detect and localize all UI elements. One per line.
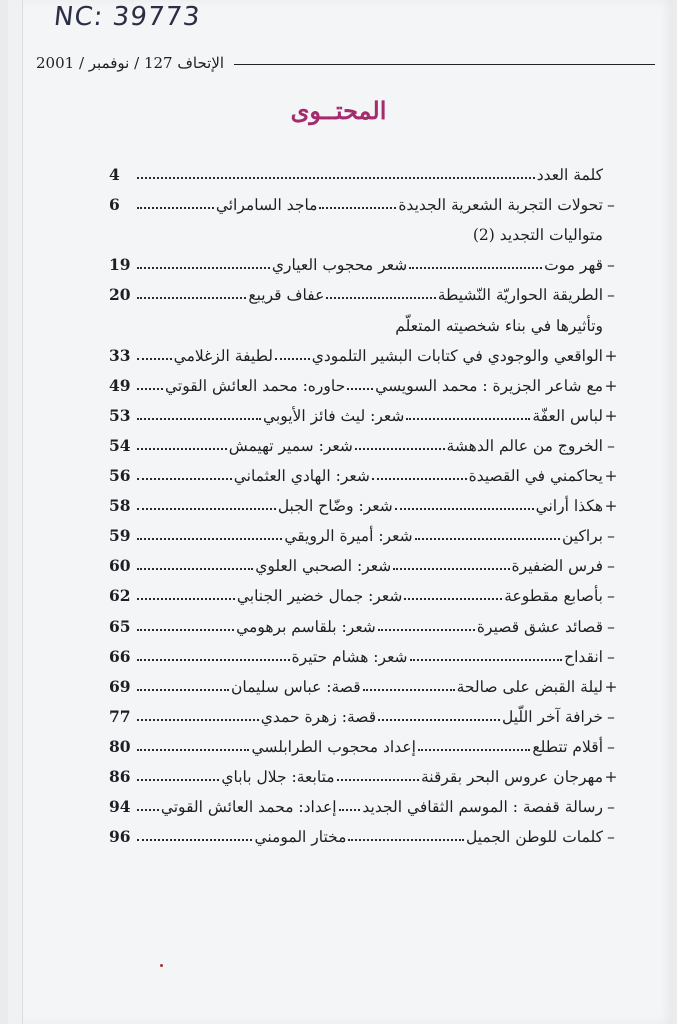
toc-entry (109, 640, 619, 666)
entry-title: رسالة قفصة : الموسم الثقافي الجديد (362, 798, 603, 816)
toc-entry (109, 278, 619, 304)
dot-leader (137, 460, 232, 480)
entry-page-number: 49 (108, 376, 131, 395)
handwritten-catalog-note: NC: 39773 (52, 2, 202, 32)
entry-page-number: 65 (109, 617, 131, 636)
dot-leader (137, 550, 253, 570)
entry-page-number: 4 (109, 165, 120, 184)
entry-author: شعر: الهادي العثماني (233, 467, 370, 485)
entry-author: شعر: وضّاح الجبل (277, 497, 393, 515)
dot-leader (137, 279, 246, 299)
entry-author: شعر: ليث فائز الأيوبي (263, 407, 405, 425)
entry-title: أقلام تتطلع (532, 738, 603, 756)
entry-author: شعر: أميرة الرويقي (284, 527, 413, 545)
dot-leader (137, 520, 282, 540)
dot-leader (378, 701, 500, 721)
entry-title: تحولات التجربة الشعرية الجديدة (398, 196, 603, 214)
dot-leader (137, 490, 276, 510)
entry-marker: – (607, 798, 615, 816)
entry-page-number: 59 (108, 526, 131, 545)
entry-marker: + (604, 497, 618, 515)
entry-marker: + (604, 377, 618, 395)
dot-leader (137, 731, 249, 751)
entry-page-number: 77 (108, 707, 131, 726)
entry-title: الخروج من عالم الدهشة (446, 437, 603, 455)
toc-entry (109, 248, 619, 274)
entry-page-number: 62 (109, 586, 131, 605)
toc-entry (109, 820, 619, 846)
toc-entry (109, 339, 619, 365)
entry-title: انقداح (564, 648, 603, 666)
entry-page-number: 58 (108, 496, 131, 515)
entry-title: وتأثيرها في بناء شخصيته المتعلّم (395, 317, 603, 335)
entry-author: شعر: سمير تهيمش (228, 437, 353, 455)
entry-author: ماجد السامرائي (215, 196, 318, 214)
entry-title: قصائد عشق قصيرة (476, 618, 603, 636)
dot-leader (406, 400, 530, 420)
toc-entry (109, 459, 619, 485)
entry-author: شعر: بلقاسم برهومي (236, 618, 376, 636)
entry-marker: – (607, 708, 615, 726)
entry-author: قصة: زهرة حمدي (260, 708, 377, 726)
dot-leader (137, 791, 159, 811)
dot-leader (393, 550, 509, 570)
dot-leader (137, 580, 235, 600)
entry-page-number: 56 (108, 466, 131, 485)
dot-leader (410, 641, 563, 661)
toc-entry (109, 519, 619, 545)
dot-leader (137, 370, 163, 390)
dot-leader (137, 400, 261, 420)
entry-author: متابعة: جلال باباي (221, 768, 335, 786)
entry-title: بأصابع مقطوعة (504, 587, 603, 605)
entry-title: يحاكمني في القصيدة (468, 467, 603, 485)
dot-leader (137, 611, 234, 631)
entry-title: متواليات التجديد (2) (472, 226, 603, 244)
entry-page-number: 86 (108, 767, 131, 786)
entry-marker: – (607, 828, 615, 846)
entry-marker: + (604, 347, 618, 365)
entry-marker: + (604, 467, 618, 485)
entry-title: الواقعي والوجودي في كتابات البشير التلمودي (311, 347, 603, 365)
entry-marker: – (607, 557, 615, 575)
dot-leader (275, 340, 310, 360)
toc-entry (109, 489, 619, 515)
entry-marker: – (607, 618, 615, 636)
entry-page-number: 69 (109, 677, 131, 696)
toc-subtitle-row (93, 218, 603, 244)
dot-leader (137, 671, 229, 691)
dot-leader (326, 279, 435, 299)
dot-leader (319, 189, 396, 209)
dot-leader (418, 731, 530, 751)
entry-author: شعر: الصحبي العلوي (255, 557, 392, 575)
entry-marker: – (607, 648, 615, 666)
dot-leader (347, 370, 373, 390)
toc-entry (109, 399, 619, 425)
toc-entry (109, 790, 619, 816)
entry-author: قصة: عباس سليمان (230, 678, 361, 696)
entry-author: حاوره: محمد العائش القوتي (164, 377, 346, 395)
dot-leader (348, 821, 463, 841)
entry-marker: – (607, 437, 615, 455)
dot-leader (137, 761, 219, 781)
dot-leader (339, 791, 361, 811)
dot-leader (363, 671, 455, 691)
dot-leader (137, 159, 535, 179)
entry-page-number: 66 (108, 647, 131, 666)
entry-title: مع شاعر الجزيرة : محمد السويسي (375, 377, 603, 395)
dot-leader (395, 490, 534, 510)
entry-marker: + (604, 768, 618, 786)
entry-title: هكذا أراني (535, 497, 603, 515)
entry-marker: – (607, 738, 615, 756)
toc-subtitle-row (93, 309, 603, 335)
dot-leader (415, 520, 560, 540)
dot-leader (355, 430, 445, 450)
entry-title: فرس الضفيرة (511, 557, 603, 575)
dot-leader (137, 821, 252, 841)
entry-page-number: 6 (109, 195, 120, 214)
entry-marker: – (607, 527, 615, 545)
entry-marker: – (607, 256, 615, 274)
entry-author: مختار المومني (254, 828, 347, 846)
entry-page-number: 60 (109, 556, 131, 575)
issue-line: الإتحاف 127 / نوفمبر / 2001 (36, 54, 225, 72)
entry-page-number: 54 (109, 436, 131, 455)
toc-entry (109, 429, 619, 455)
entry-author: إعداد: محمد العائش القوتي (160, 798, 337, 816)
entry-title: مهرجان عروس البحر بقرقنة (420, 768, 603, 786)
entry-author: شعر محجوب العياري (271, 256, 408, 274)
entry-author: شعر: جمال خضير الجنابي (236, 587, 403, 605)
entry-page-number: 19 (109, 255, 131, 274)
toc-entry (109, 700, 619, 726)
entry-author: شعر: هشام حتيرة (291, 648, 408, 666)
entry-marker: – (607, 286, 615, 304)
dot-leader (137, 189, 214, 209)
entry-title: لباس العفّة (532, 407, 603, 425)
entry-title: كلمة العدد (536, 166, 603, 184)
toc-entry (109, 549, 619, 575)
ink-fleck (160, 964, 163, 967)
toc-entry (109, 610, 619, 636)
entry-title: كلمات للوطن الجميل (465, 828, 603, 846)
entry-marker: + (604, 407, 618, 425)
dot-leader (404, 580, 502, 600)
entry-marker: + (604, 678, 618, 696)
entry-title: الطريقة الحواريّة النّشيطة (437, 286, 603, 304)
entry-page-number: 20 (108, 285, 131, 304)
entry-title: خرافة آخر اللّيل (501, 708, 603, 726)
entry-author: عفاف قريبع (248, 286, 325, 304)
entry-marker: – (607, 587, 615, 605)
toc-entry (109, 158, 619, 184)
contents-title: المحتــوى (290, 96, 387, 125)
entry-page-number: 33 (108, 346, 131, 365)
entry-marker: – (607, 196, 615, 214)
entry-title: براكين (561, 527, 603, 545)
toc-entry (109, 730, 619, 756)
entry-title: قهر موت (544, 256, 603, 274)
dot-leader (372, 460, 467, 480)
entry-author: لطيفة الزغلامي (173, 347, 274, 365)
dot-leader (137, 249, 270, 269)
entry-page-number: 96 (109, 827, 131, 846)
toc-entry (109, 670, 619, 696)
entry-author: إعداد محجوب الطرابلسي (251, 738, 416, 756)
entry-page-number: 80 (108, 737, 131, 756)
entry-title: ليلة القبض على صالحة (456, 678, 603, 696)
entry-page-number: 94 (109, 797, 131, 816)
entry-page-number: 53 (108, 406, 131, 425)
dot-leader (137, 641, 290, 661)
dot-leader (137, 430, 227, 450)
toc-entry (109, 760, 619, 786)
dot-leader (378, 611, 475, 631)
dot-leader (337, 761, 419, 781)
dot-leader (137, 701, 259, 721)
toc-entry (109, 188, 619, 214)
toc-entry (109, 579, 619, 605)
dot-leader (137, 340, 172, 360)
toc-entry (109, 369, 619, 395)
dot-leader (409, 249, 542, 269)
